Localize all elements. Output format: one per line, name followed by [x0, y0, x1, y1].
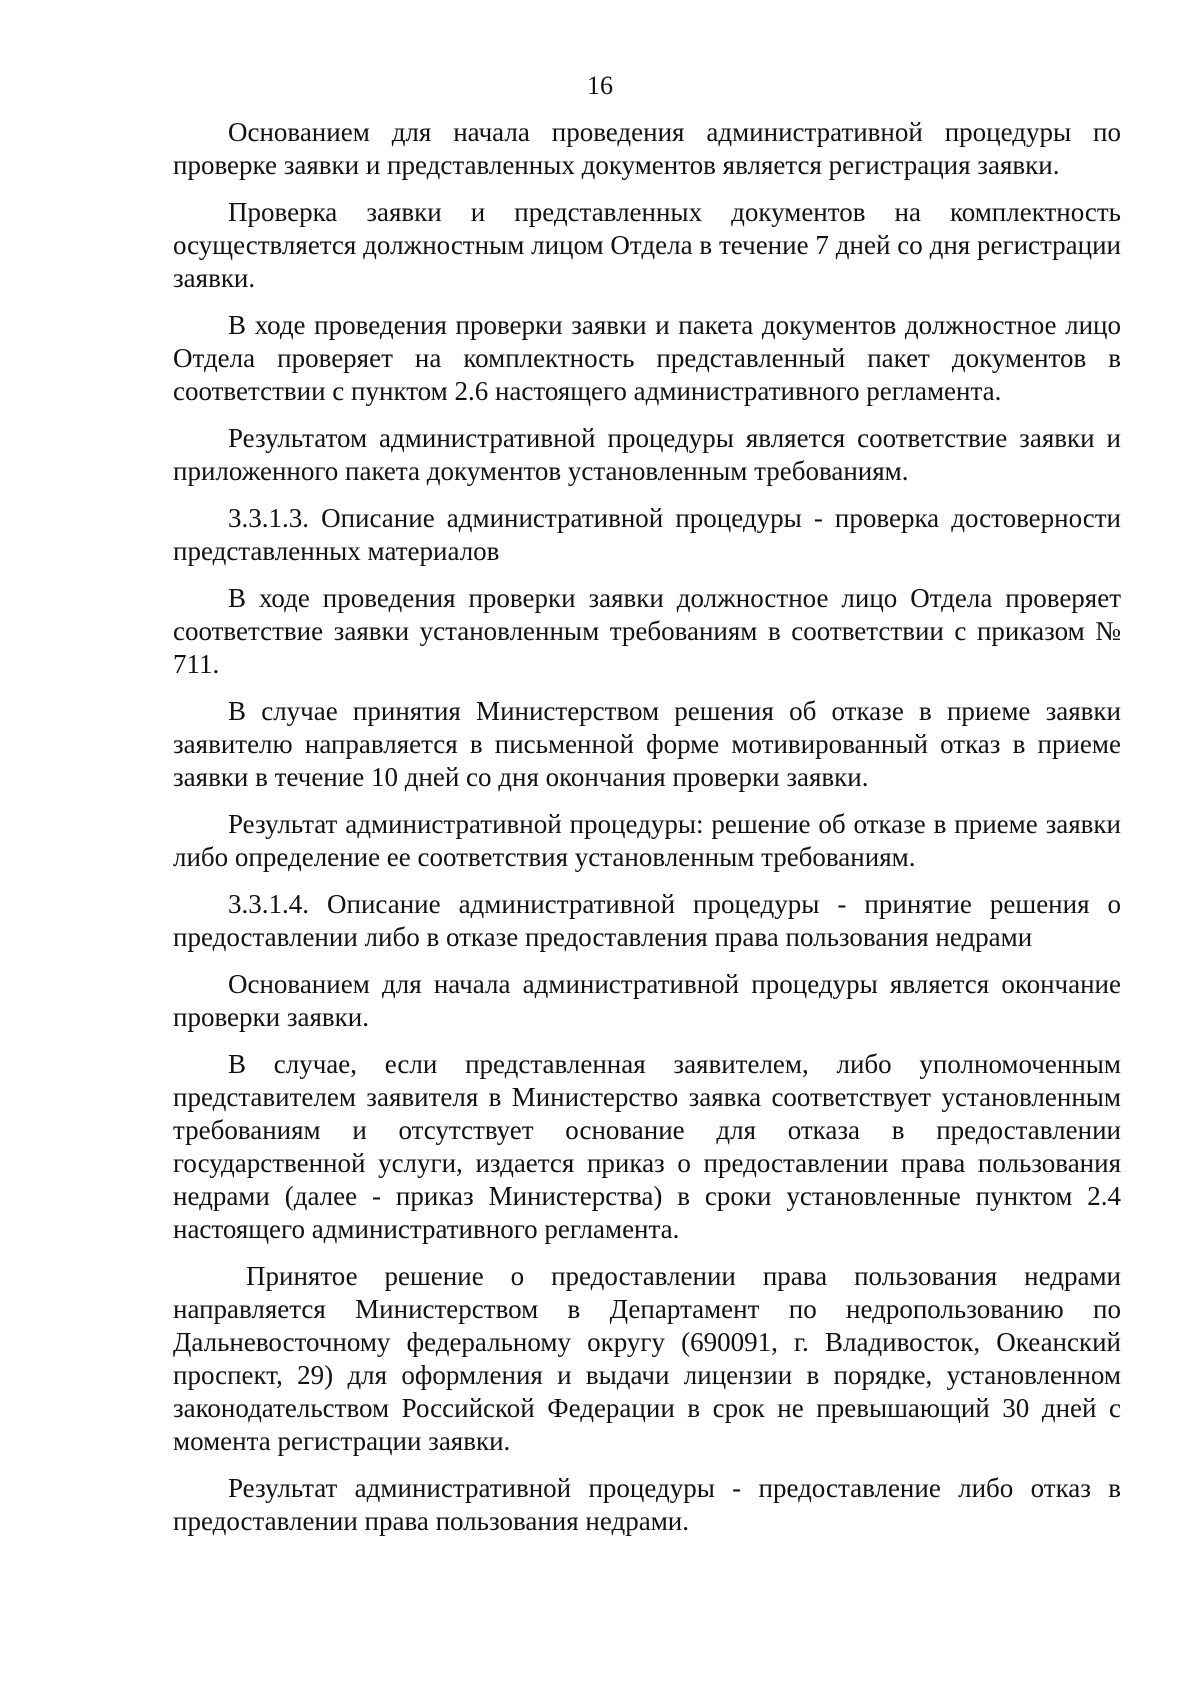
section-heading: 3.3.1.4. Описание административной процедуры - принятие решения о предоставлении либо в отказе предоставления права пользования недрами — [173, 889, 1121, 952]
paragraph: Результатом административной процедуры является соответствие заявки и приложенного пакета документов установленным требованиям. — [173, 423, 1121, 486]
paragraph: В ходе проведения проверки заявки должностное лицо Отдела проверяет соответствие заявки установленным требованиям в соответствии с приказом № 711. — [173, 583, 1121, 679]
paragraph: В случае, если представленная заявителем, либо уполномоченным представителем заявителя в Министерство заявка соответствует установленным требованиям и отсутствует основание для отказа в предоставлении государственной услуги, издается приказ о предоставлении права пользования недрами (далее - приказ Министерства) в сроки установленные пунктом 2.4 настоящего административного регламента. — [173, 1049, 1121, 1244]
section-heading: 3.3.1.3. Описание административной процедуры - проверка достоверности представленных материалов — [173, 503, 1121, 566]
paragraph: В случае принятия Министерством решения об отказе в приеме заявки заявителю направляется в письменной форме мотивированный отказ в приеме заявки в течение 10 дней со дня окончания проверки заявки. — [173, 696, 1121, 792]
paragraph: Проверка заявки и представленных документов на комплектность осуществляется должностным лицом Отдела в течение 7 дней со дня регистрации заявки. — [173, 197, 1121, 293]
paragraph: Результат административной процедуры: решение об отказе в приеме заявки либо определение ее соответствия установленным требованиям. — [173, 809, 1121, 872]
paragraph: Основанием для начала административной процедуры является окончание проверки заявки. — [173, 969, 1121, 1032]
paragraph: Основанием для начала проведения административной процедуры по проверке заявки и представленных документов является регистрация заявки. — [173, 117, 1121, 180]
document-body — [173, 116, 1121, 1552]
page-number: 16 — [587, 71, 613, 100]
paragraph: Принятое решение о предоставлении права пользования недрами направляется Министерством в Департамент по недропользованию по Дальневосточному федеральному округу (690091, г. Владивосток, Океанский проспект, 29) для оформления и выдачи лицензии в порядке, установленном законодательством Российской Федерации в срок не превышающий 30 дней с момента регистрации заявки. — [173, 1261, 1121, 1456]
paragraph: Результат административной процедуры - предоставление либо отказ в предоставлении права пользования недрами. — [173, 1473, 1121, 1536]
paragraph: В ходе проведения проверки заявки и пакета документов должностное лицо Отдела проверяет на комплектность представленный пакет документов в соответствии с пунктом 2.6 настоящего административного регламента. — [173, 310, 1121, 406]
